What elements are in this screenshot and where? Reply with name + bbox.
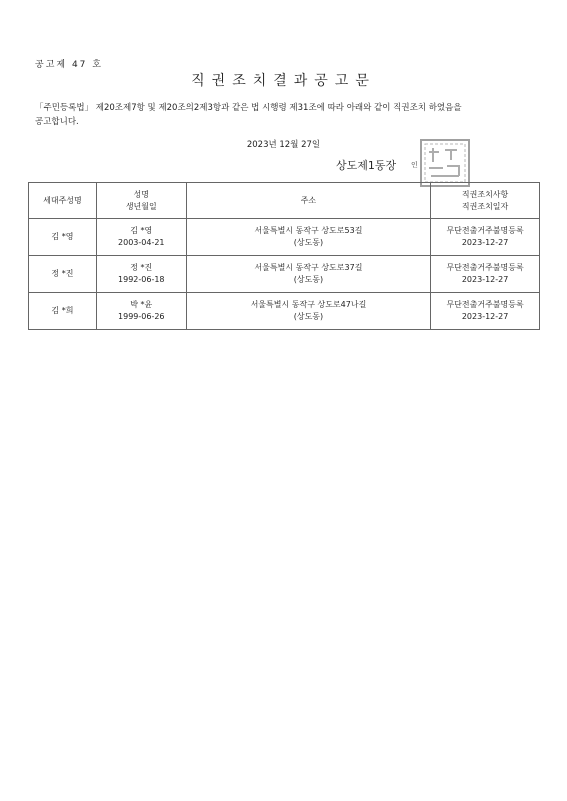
cell-address-line: 서울특별시 동작구 상도로47나길 bbox=[250, 300, 367, 309]
cell-action bbox=[431, 219, 540, 256]
cell-action-type: 무단전출거주불명등록 bbox=[446, 263, 524, 272]
cell-action-date: 2023-12-27 bbox=[461, 275, 509, 284]
cell-name-birth bbox=[96, 256, 186, 293]
notice-body bbox=[35, 101, 540, 129]
cell-name: 정 *진 bbox=[130, 263, 153, 272]
cell-birth: 2003-04-21 bbox=[118, 238, 165, 247]
notice-body-line-1: 「주민등록법」 제20조제7항 및 제20조의2제3항과 같은 법 시행령 제31조에 따라 아래와 같이 직권조치 하였음을 bbox=[35, 103, 462, 113]
cell-birth: 1992-06-18 bbox=[118, 275, 165, 284]
cell-action-date: 2023-12-27 bbox=[461, 238, 509, 247]
header-action bbox=[431, 183, 540, 219]
header-action-label: 직권조치사항 bbox=[461, 189, 509, 199]
cell-action-type: 무단전출거주불명등록 bbox=[446, 300, 524, 309]
cell-action-date: 2023-12-27 bbox=[461, 312, 509, 321]
cell-name-birth bbox=[96, 219, 186, 256]
header-household-label: 세대주성명 bbox=[43, 195, 82, 205]
cell-address-line: 서울특별시 동작구 상도로37길 bbox=[254, 263, 363, 272]
cell-address bbox=[186, 293, 430, 330]
official-seal bbox=[419, 138, 471, 188]
header-birth-label: 생년월일 bbox=[125, 201, 157, 211]
cell-name: 김 *영 bbox=[130, 226, 153, 235]
cell-address bbox=[186, 219, 430, 256]
issuing-office: 상도제1동장 bbox=[336, 159, 397, 172]
document-title: 직권조치결과공고문 bbox=[191, 73, 376, 89]
cell-action bbox=[431, 256, 540, 293]
cell-name: 박 *윤 bbox=[130, 300, 153, 309]
cell-household: 김 *희 bbox=[29, 293, 97, 330]
notice-date: 2023년 12월 27일 bbox=[246, 140, 321, 150]
notice-body-line-2: 공고합니다. bbox=[35, 117, 79, 127]
cell-name-birth bbox=[96, 293, 186, 330]
table-header-row bbox=[29, 183, 540, 219]
table-row bbox=[29, 256, 540, 293]
header-name-label: 성명 bbox=[133, 189, 150, 199]
header-address bbox=[186, 183, 430, 219]
cell-dong: (상도동) bbox=[293, 275, 324, 284]
table-row bbox=[29, 219, 540, 256]
cell-action-type: 무단전출거주불명등록 bbox=[446, 226, 524, 235]
action-results-table bbox=[28, 182, 540, 330]
cell-household: 김 *영 bbox=[29, 219, 97, 256]
header-name-birth bbox=[96, 183, 186, 219]
table-row bbox=[29, 293, 540, 330]
cell-birth: 1999-06-26 bbox=[118, 312, 165, 321]
cell-address bbox=[186, 256, 430, 293]
notice-number: 공고제 47 호 bbox=[35, 60, 103, 70]
cell-address-line: 서울특별시 동작구 상도로53길 bbox=[254, 226, 363, 235]
header-address-label: 주소 bbox=[300, 195, 317, 205]
cell-dong: (상도동) bbox=[293, 238, 324, 247]
seal-mark: 인 bbox=[411, 161, 418, 169]
header-action-date-label: 직권조치일자 bbox=[461, 201, 509, 211]
header-household bbox=[29, 183, 97, 219]
cell-household: 정 *진 bbox=[29, 256, 97, 293]
cell-action bbox=[431, 293, 540, 330]
cell-dong: (상도동) bbox=[293, 312, 324, 321]
